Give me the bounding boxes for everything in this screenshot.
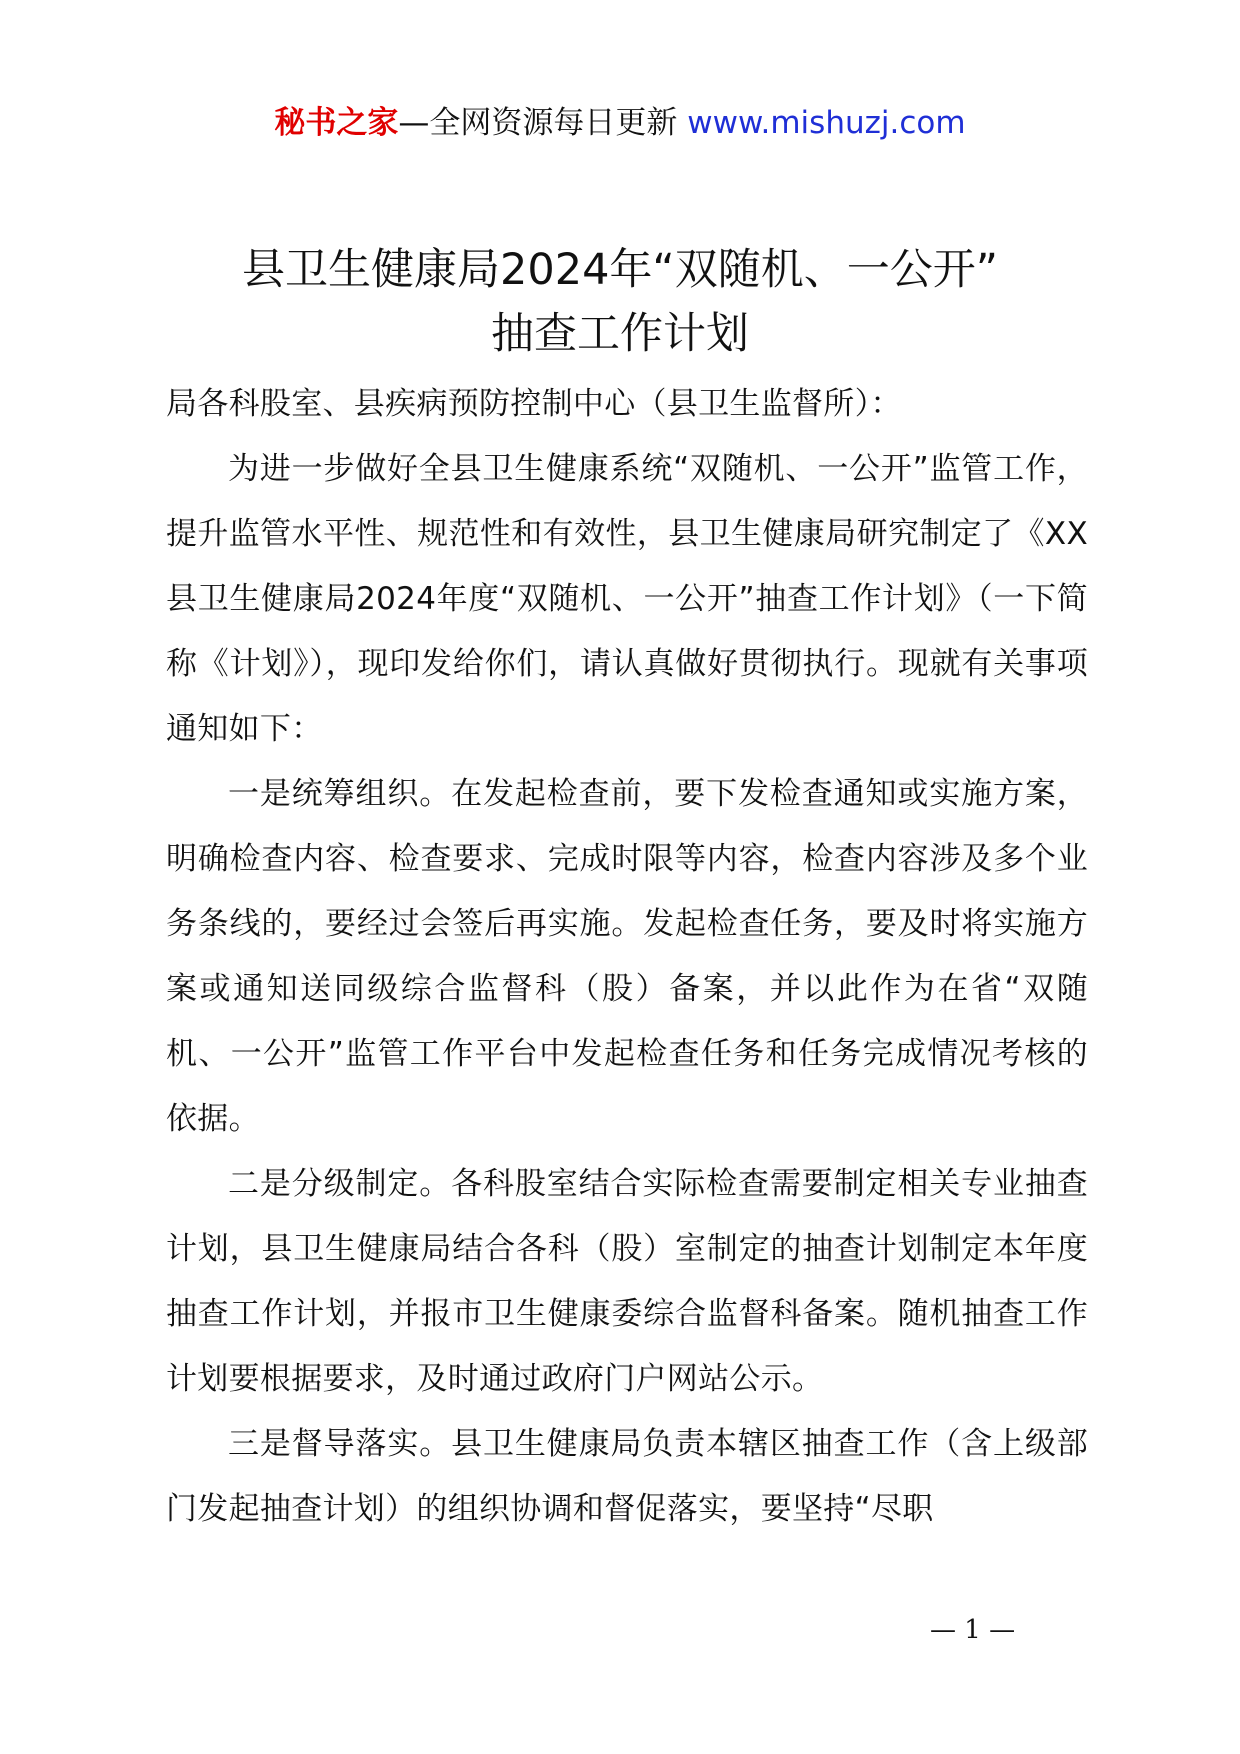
site-header <box>0 100 1240 146</box>
paragraph-supervise: 三是督导落实。县卫生健康局负责本辖区抽查工作（含上级部门发起抽查计划）的组织协调和督促落实，要坚持“尽职 <box>166 1426 1088 1527</box>
document-title <box>0 238 1240 366</box>
document-title-line-1: 县卫生健康局2024年“双随机、一公开” <box>242 245 998 295</box>
page-number: — 1 — <box>930 1615 1016 1645</box>
paragraph-coordinate: 一是统筹组织。在发起检查前，要下发检查通知或实施方案，明确检查内容、检查要求、完成时限等内容，检查内容涉及多个业务条线的，要经过会签后再实施。发起检查任务，要及时将实施方案或通知送同级综合监督科（股）备案，并以此作为在省“双随机、一公开”监管工作平台中发起检查任务和任务完成情况考核的依据。 <box>166 776 1088 1137</box>
document-body <box>166 372 1088 1542</box>
intro-paragraph: 为进一步做好全县卫生健康系统“双随机、一公开”监管工作，提升监管水平性、规范性和有效性，县卫生健康局研究制定了《XX县卫生健康局2024年度“双随机、一公开”抽查工作计划》（一下简称《计划》），现印发给你们，请认真做好贯彻执行。现就有关事项通知如下： <box>166 451 1088 747</box>
site-brand: 秘书之家 <box>274 105 399 141</box>
site-tagline: —全网资源每日更新 <box>398 105 678 141</box>
paragraph-tiered: 二是分级制定。各科股室结合实际检查需要制定相关专业抽查计划，县卫生健康局结合各科（股）室制定的抽查计划制定本年度抽查工作计划，并报市卫生健康委综合监督科备案。随机抽查工作计划要根据要求，及时通过政府门户网站公示。 <box>166 1166 1088 1397</box>
salutation: 局各科股室、县疾病预防控制中心（县卫生监督所）： <box>166 386 902 422</box>
site-url-link[interactable]: www.mishuzj.com <box>687 105 966 141</box>
document-title-line-2: 抽查工作计划 <box>491 309 749 359</box>
